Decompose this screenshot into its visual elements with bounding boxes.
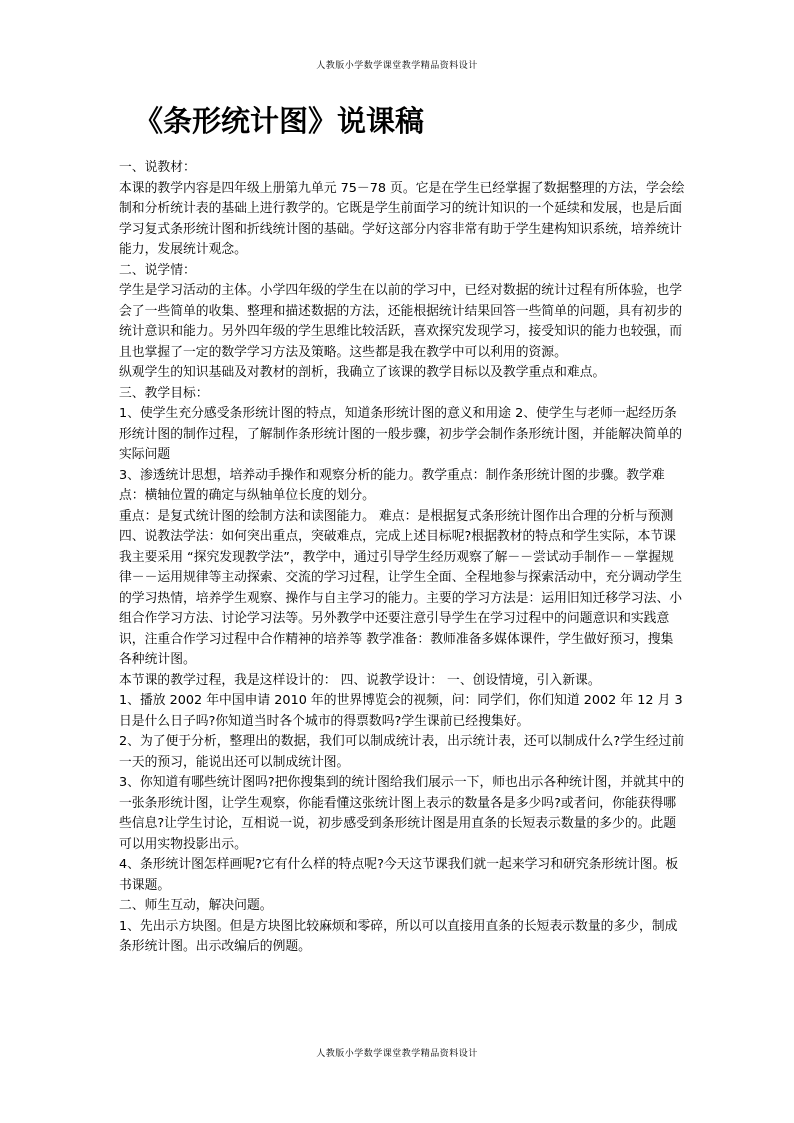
document-body [119,158,685,958]
paragraph-process-intro: 本节课的教学过程，我是这样设计的： 四、说教学设计： 一、创设情境，引入新课。 [119,672,601,688]
section-heading-goals: 三、教学目标： [119,385,209,401]
paragraph-students: 学生是学习活动的主体。小学四年级的学生在以前的学习中，已经对数据的统计过程有所体验，也学会了一些简单的收集、整理和描述数据的方法，还能根据统计结果回答一些简单的问题，具有初步的统计意识和能力。另外四年级的学生思维比较活跃，喜欢探究发现学习，接受知识的能力也较强，而且也掌握了一定的数学学习方法及策略。这些都是我在教学中可以利用的资源。 [119,283,683,360]
page-footer: 人教版小学数学课堂教学精品资料设计 [316,1049,478,1059]
paragraph-goals-3: 3、渗透统计思想，培养动手操作和观察分析的能力。教学重点：制作条形统计图的步骤。教学难点：横轴位置的确定与纵轴单位长度的划分。 [119,467,665,503]
section-heading-textbook: 一、说教材： [119,160,196,175]
paragraph-step-2: 2、为了便于分析，整理出的数据，我们可以制成统计表，出示统计表，还可以制成什么?学生经过前一天的预习，能说出还可以制成统计图。 [119,734,685,770]
paragraph-key-points: 重点：是复式统计图的绘制方法和读图能力。 难点：是根据复式条形统计图作出合理的分析与预测 [119,508,674,524]
paragraph-step-3: 3、你知道有哪些统计图吗?把你搜集到的统计图给我们展示一下，师也出示各种统计图，并就其中的一张条形统计图，让学生观察，你能看懂这张统计图上表示的数量各是多少吗?或者问，你能获得哪些信息?让学生讨论，互相说一说，初步感受到条形统计图是用直条的长短表示数量的多少的。此题可以用实物投影出示。 [119,775,685,852]
document-title: 《条形统计图》说课稿 [134,104,425,138]
section-heading-students: 二、说学情： [119,262,196,278]
paragraph-methods: 四、说教法学法：如何突出重点，突破难点，完成上述目标呢?根据教材的特点和学生实际，本节课我主要采用 “探究发现教学法”，教学中，通过引导学生经历观察了解－－尝试动手制作－－掌握规律－－运用规律等主动探索、交流的学习过程，让学生全面、全程地参与探索活动中，充分调动学生的学习热情，培养学生观察、操作与自主学习的能力。主要的学习方法是：运用旧知迁移学习法、小组合作学习方法、讨论学习法等。另外教学中还要注意引导学生在学习过程中的问题意识和实践意识，注重合作学习过程中合作精神的培养等 教学准备：教师准备多媒体课件，学生做好预习，搜集各种统计图。 [119,529,683,667]
paragraph-interaction-1: 1、先出示方块图。但是方块图比较麻烦和零碎，所以可以直接用直条的长短表示数量的多少，制成条形统计图。出示改编后的例题。 [119,918,678,954]
page-header: 人教版小学数学课堂教学精品资料设计 [316,61,478,71]
paragraph-textbook: 本课的教学内容是四年级上册第九单元 75－78 页。它是在学生已经掌握了数据整理的方法，学会绘制和分析统计表的基础上进行教学的。它既是学生前面学习的统计知识的一个延续和发展，也是后面学习复式条形统计图和折线统计图的基础。学好这部分内容非常有助于学生建构知识系统，培养统计能力，发展统计观念。 [119,180,685,257]
paragraph-step-4: 4、条形统计图怎样画呢?它有什么样的特点呢?今天这节课我们就一起来学习和研究条形统计图。板书课题。 [119,857,679,893]
paragraph-step-1: 1、播放 2002 年中国申请 2010 年的世界博览会的视频，问：同学们，你们知道 2002 年 12 月 3 日是什么日子吗?你知道当时各个城市的得票数吗?学生课前已经搜集好。 [119,693,683,729]
paragraph-overview: 纵观学生的知识基础及对教材的剖析，我确立了该课的教学目标以及教学重点和难点。 [119,365,606,380]
paragraph-goals-1-2: 1、使学生充分感受条形统计图的特点，知道条形统计图的意义和用途 2、使学生与老师一起经历条形统计图的制作过程，了解制作条形统计图的一般步骤，初步学会制作条形统计图，并能解决简单的实际问题 [119,406,683,462]
section-heading-interaction: 二、师生互动，解决问题。 [119,898,273,913]
